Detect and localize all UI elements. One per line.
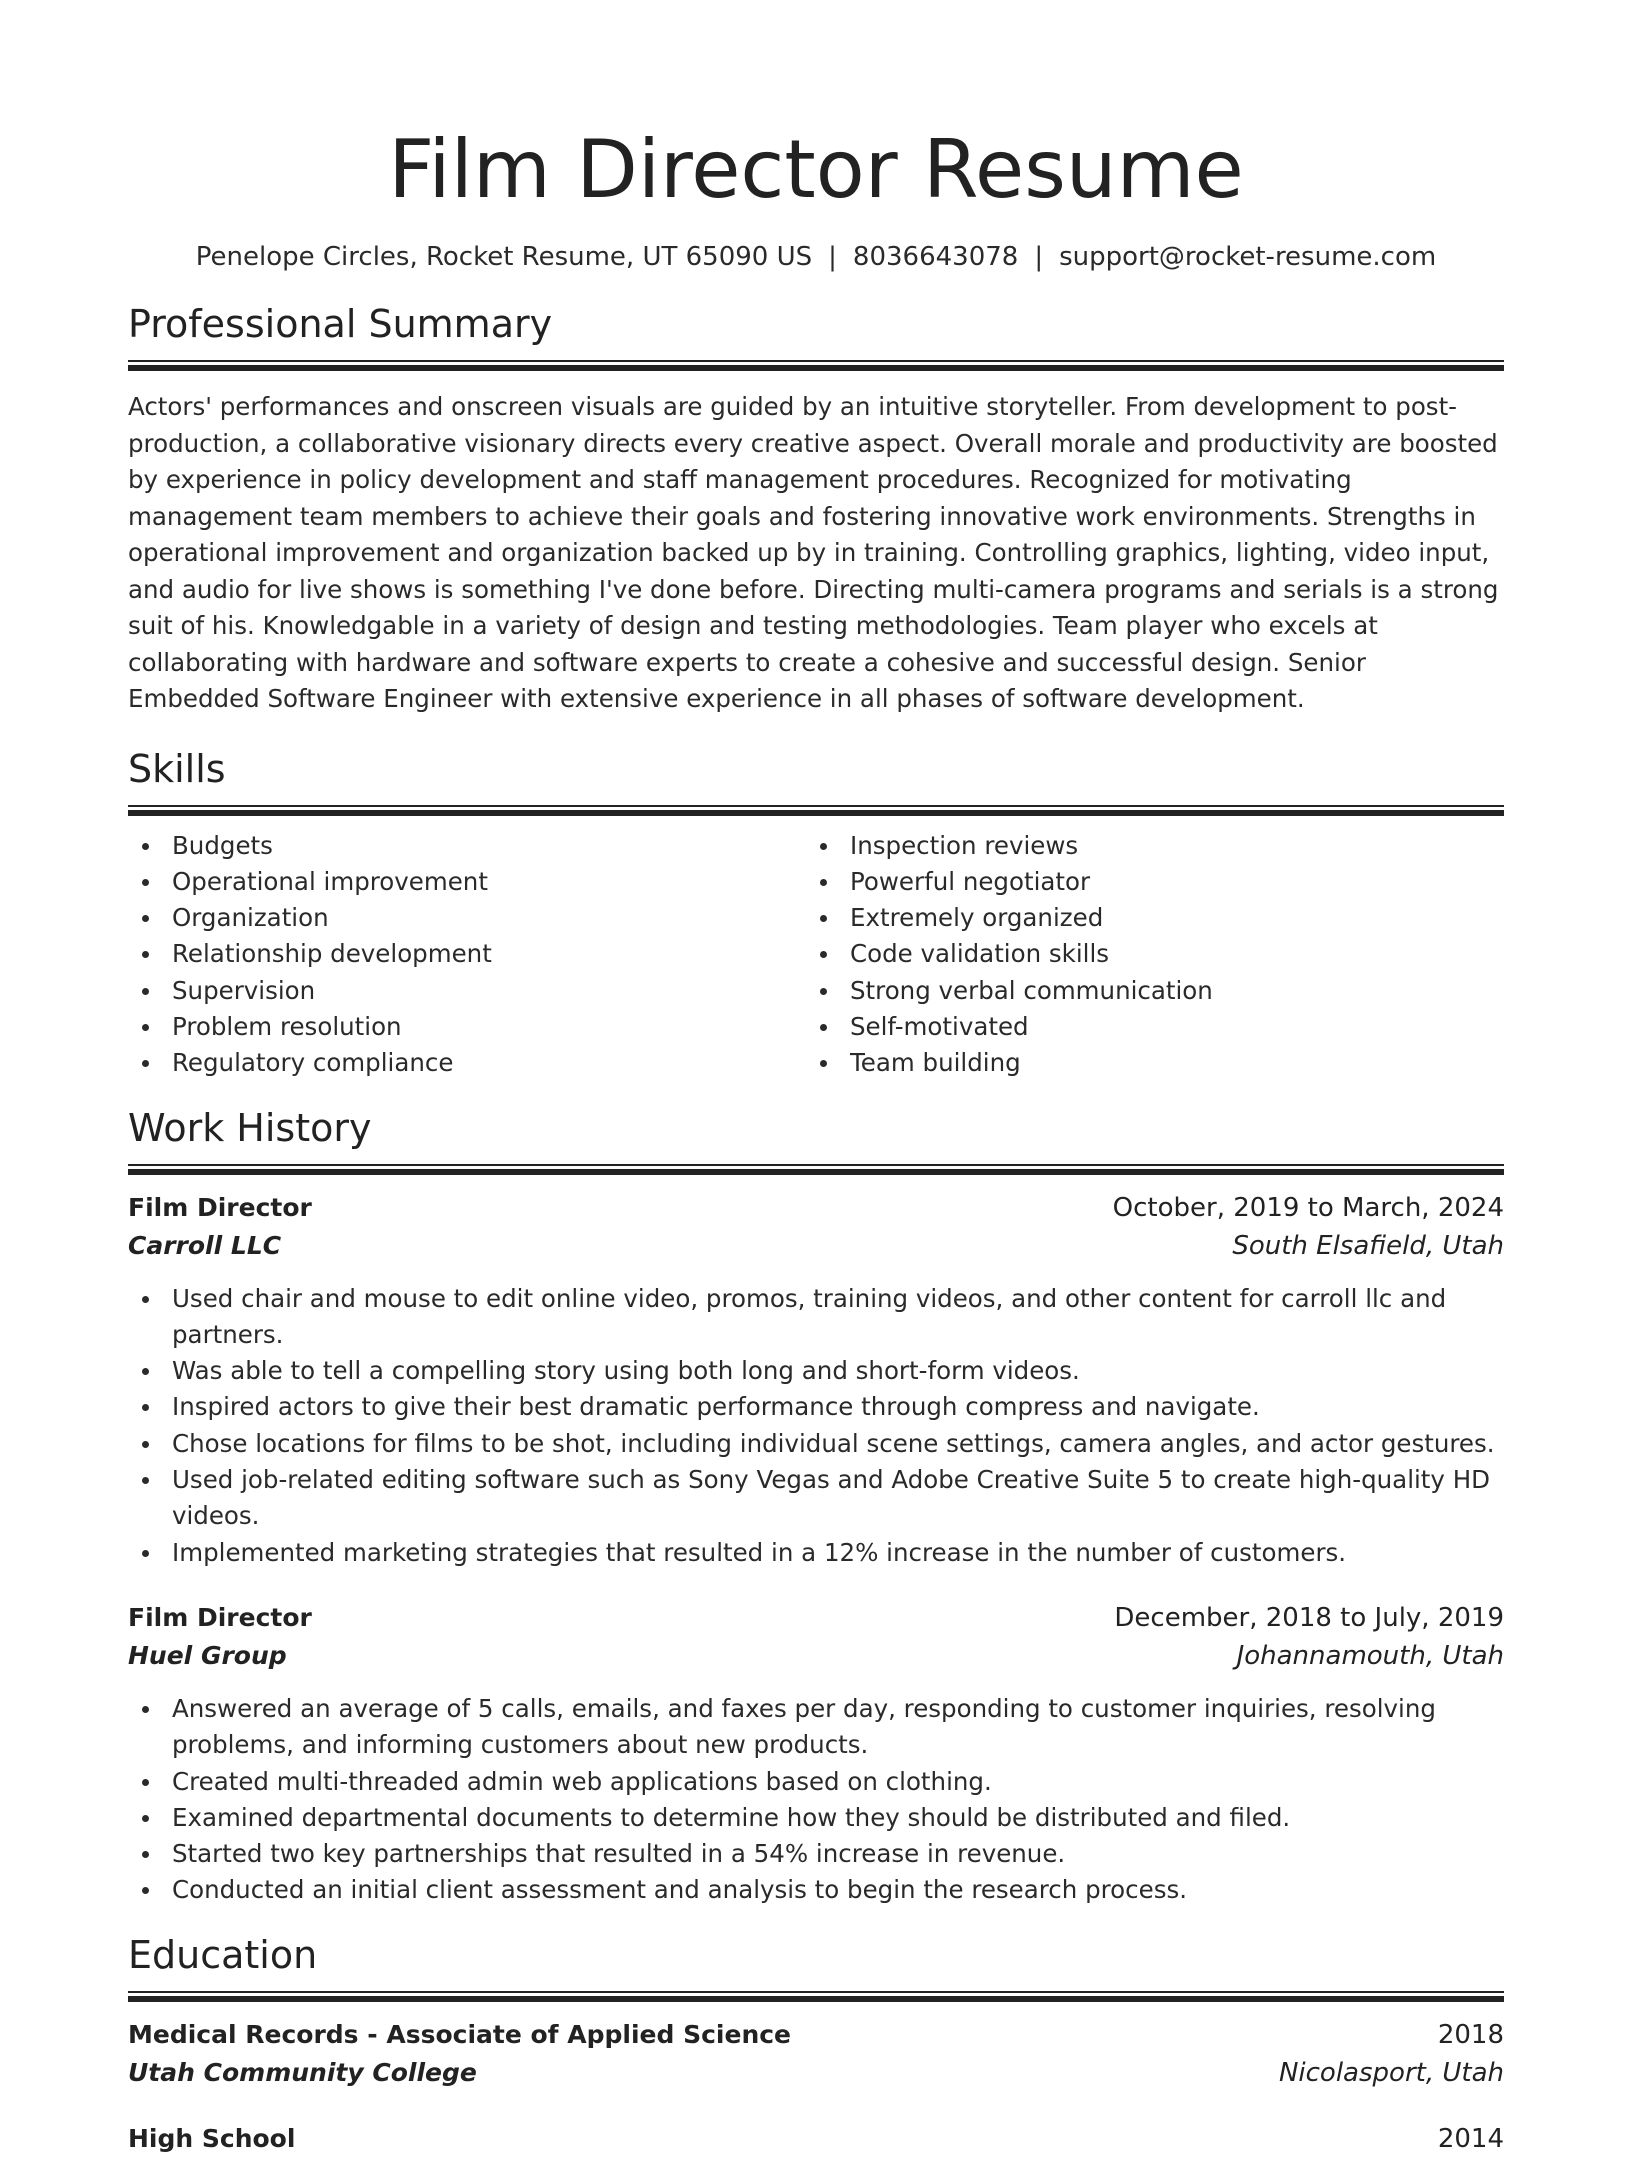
- job-location: Johannamouth, Utah: [1236, 1640, 1504, 1671]
- job-header-row: [128, 1189, 1504, 1227]
- education-section: [128, 1931, 1504, 2158]
- job-bullet: Inspired actors to give their best dramatic performance through compress and navigate.: [128, 1389, 1504, 1425]
- job-bullet: Started two key partnerships that resulted in a 54% increase in revenue.: [128, 1836, 1504, 1872]
- job-bullet: Used job-related editing software such as Sony Vegas and Adobe Creative Suite 5 to create high-quality HD videos.: [128, 1462, 1504, 1535]
- skill-item: Operational improvement: [128, 864, 806, 900]
- skills-list-right: [806, 828, 1484, 1082]
- skill-item: Organization: [128, 900, 806, 936]
- education-degree: Medical Records - Associate of Applied Science: [128, 2019, 792, 2049]
- skill-item: Supervision: [128, 973, 806, 1009]
- job-company-row: [128, 1227, 1504, 1265]
- job-title: Film Director: [128, 1192, 312, 1222]
- job-company: Carroll LLC: [128, 1230, 282, 1260]
- section-divider: [128, 805, 1504, 816]
- skill-item: Code validation skills: [806, 936, 1484, 972]
- section-heading-education: Education: [128, 1932, 318, 1977]
- education-school-row: [128, 2054, 1504, 2092]
- job-bullet: Examined departmental documents to determine how they should be distributed and filed.: [128, 1800, 1504, 1836]
- section-divider: [128, 1164, 1504, 1175]
- job-entry: [128, 1599, 1504, 1909]
- job-bullet: Created multi-threaded admin web applications based on clothing.: [128, 1764, 1504, 1800]
- section-divider: [128, 1991, 1504, 2002]
- job-bullets: [128, 1281, 1504, 1571]
- summary-section: [128, 300, 1504, 718]
- education-entry: [128, 2016, 1504, 2092]
- job-dates: October, 2019 to March, 2024: [1112, 1192, 1504, 1223]
- resume-title: Film Director Resume: [388, 123, 1244, 216]
- job-header-row: [128, 1599, 1504, 1637]
- skill-item: Self-motivated: [806, 1009, 1484, 1045]
- education-degree: High School: [128, 2123, 296, 2153]
- skills-list-left: [128, 828, 806, 1082]
- summary-text: Actors' performances and onscreen visuals are guided by an intuitive storyteller. From development to post-production, a collaborative visionary directs every creative aspect. Overall morale and productivity are boosted by experience in policy development and staff management procedures. Recognized for motivating management team members to achieve their goals and fostering innovative work environments. Strengths in operational improvement and organization backed up by in training. Controlling graphics, lighting, video input, and audio for live shows is something I've done before. Directing multi-camera programs and serials is a strong suit of his. Knowledgable in a variety of design and testing methodologies. Team player who excels at collaborating with hardware and software experts to create a cohesive and successful design. Senior Embedded Software Engineer with extensive experience in all phases of software development.: [128, 392, 1499, 713]
- skill-item: Strong verbal communication: [806, 973, 1484, 1009]
- job-entry: [128, 1189, 1504, 1571]
- skill-item: Regulatory compliance: [128, 1045, 806, 1081]
- job-dates: December, 2018 to July, 2019: [1114, 1602, 1504, 1633]
- section-heading-skills: Skills: [128, 746, 226, 791]
- skill-item: Powerful negotiator: [806, 864, 1484, 900]
- education-header-row: [128, 2120, 1504, 2158]
- education-location: Nicolasport, Utah: [1278, 2057, 1504, 2088]
- skill-item: Team building: [806, 1045, 1484, 1081]
- contact-separator: |: [828, 242, 837, 272]
- job-bullet: Used chair and mouse to edit online video, promos, training videos, and other content for carroll llc and partners.: [128, 1281, 1504, 1354]
- job-bullet: Conducted an initial client assessment and analysis to begin the research process.: [128, 1872, 1504, 1908]
- job-company-row: [128, 1637, 1504, 1675]
- education-header-row: [128, 2016, 1504, 2054]
- job-bullet: Answered an average of 5 calls, emails, and faxes per day, responding to customer inquiries, resolving problems, and informing customers about new products.: [128, 1691, 1504, 1764]
- job-company: Huel Group: [128, 1640, 287, 1670]
- skills-section: [128, 745, 1504, 1082]
- job-bullet: Chose locations for films to be shot, including individual scene settings, camera angles, and actor gestures.: [128, 1426, 1504, 1462]
- skill-item: Problem resolution: [128, 1009, 806, 1045]
- contact-email: support@rocket-resume.com: [1059, 242, 1437, 272]
- work-section: [128, 1104, 1504, 1909]
- education-school: Utah Community College: [128, 2057, 477, 2087]
- section-heading-summary: Professional Summary: [128, 302, 553, 346]
- skill-item: Inspection reviews: [806, 828, 1484, 864]
- contact-separator: |: [1034, 242, 1044, 272]
- job-location: South Elsafield, Utah: [1232, 1230, 1504, 1261]
- skill-item: Relationship development: [128, 936, 806, 972]
- skill-item: Budgets: [128, 828, 806, 864]
- job-bullet: Implemented marketing strategies that resulted in a 12% increase in the number of customers.: [128, 1535, 1504, 1571]
- contact-address: Penelope Circles, Rocket Resume, UT 65090 US: [195, 242, 813, 272]
- skills-columns: [128, 828, 1504, 1082]
- education-entry: [128, 2120, 1504, 2158]
- section-divider: [128, 360, 1504, 371]
- job-title: Film Director: [128, 1602, 312, 1632]
- section-heading-work: Work History: [128, 1105, 372, 1150]
- contact-phone: 8036643078: [852, 242, 1019, 272]
- skill-item: Extremely organized: [806, 900, 1484, 936]
- contact-line: [128, 240, 1504, 274]
- job-bullets: [128, 1691, 1504, 1909]
- education-year: 2018: [1437, 2019, 1504, 2050]
- job-bullet: Was able to tell a compelling story using both long and short-form videos.: [128, 1353, 1504, 1389]
- education-year: 2014: [1437, 2123, 1504, 2154]
